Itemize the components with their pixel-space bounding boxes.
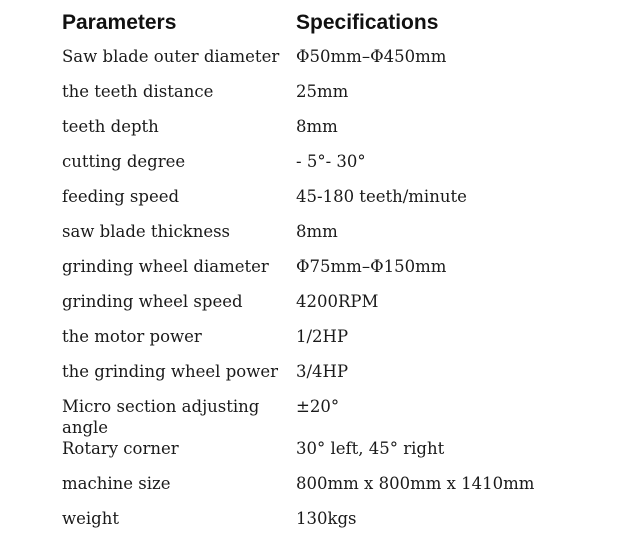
specification-cell: Φ50mm–Φ450mm bbox=[296, 47, 447, 66]
column-header-parameters: Parameters bbox=[62, 11, 177, 34]
specification-cell: 3/4HP bbox=[296, 362, 349, 381]
table-body bbox=[0, 46, 638, 543]
specification-cell: 45-180 teeth/minute bbox=[296, 187, 467, 206]
parameter-cell: machine size bbox=[62, 474, 171, 493]
table-row bbox=[0, 361, 638, 396]
parameter-cell: the grinding wheel power bbox=[62, 362, 278, 381]
table-row bbox=[0, 151, 638, 186]
specification-cell: 8mm bbox=[296, 117, 338, 136]
parameter-cell: the teeth distance bbox=[62, 82, 214, 101]
specification-cell: 30° left, 45° right bbox=[296, 439, 445, 458]
specification-cell: 1/2HP bbox=[296, 327, 349, 346]
parameter-cell: saw blade thickness bbox=[62, 222, 231, 241]
parameter-cell: the motor power bbox=[62, 327, 202, 346]
table-row bbox=[0, 221, 638, 256]
specification-cell: Φ75mm–Φ150mm bbox=[296, 257, 447, 276]
table-header-row bbox=[0, 0, 638, 46]
specification-cell: 8mm bbox=[296, 222, 338, 241]
table-row bbox=[0, 291, 638, 326]
parameter-cell: Saw blade outer diameter bbox=[62, 47, 280, 66]
table-row bbox=[0, 81, 638, 116]
specification-cell: ±20° bbox=[296, 397, 340, 416]
parameter-cell: Micro section adjusting angle bbox=[62, 397, 260, 437]
table-row bbox=[0, 508, 638, 543]
table-row bbox=[0, 326, 638, 361]
parameter-cell: cutting degree bbox=[62, 152, 186, 171]
parameter-cell: teeth depth bbox=[62, 117, 159, 136]
specification-cell: 130kgs bbox=[296, 509, 357, 528]
table-row bbox=[0, 186, 638, 221]
table-row bbox=[0, 473, 638, 508]
parameter-cell: grinding wheel diameter bbox=[62, 257, 269, 276]
specification-cell: - 5°- 30° bbox=[296, 152, 366, 171]
table-row bbox=[0, 46, 638, 81]
column-header-specifications: Specifications bbox=[296, 11, 439, 34]
table-row bbox=[0, 256, 638, 291]
specification-cell: 4200RPM bbox=[296, 292, 379, 311]
parameter-cell: grinding wheel speed bbox=[62, 292, 243, 311]
specification-cell: 25mm bbox=[296, 82, 349, 101]
parameter-cell: weight bbox=[62, 509, 119, 528]
table-row bbox=[0, 438, 638, 473]
parameter-cell: Rotary corner bbox=[62, 439, 179, 458]
parameter-cell: feeding speed bbox=[62, 187, 180, 206]
table-row bbox=[0, 116, 638, 151]
table-row bbox=[0, 396, 638, 438]
specification-cell: 800mm x 800mm x 1410mm bbox=[296, 474, 535, 493]
